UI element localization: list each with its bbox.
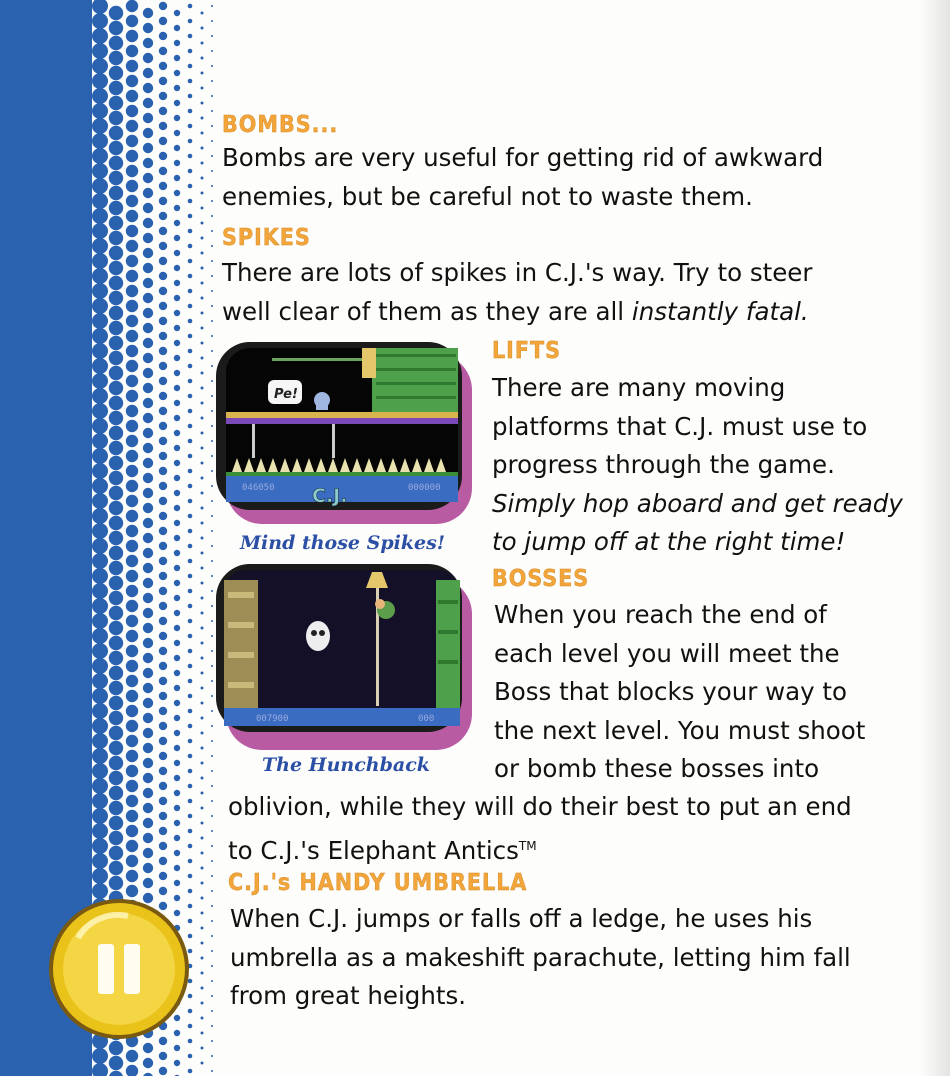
- umbrella-line-1: When C.J. jumps or falls off a ledge, he uses his: [230, 904, 813, 933]
- bombs-line-2: enemies, but be careful not to waste them.: [222, 181, 753, 211]
- trademark-symbol: TM: [518, 838, 537, 853]
- umbrella-text: [230, 900, 851, 1016]
- bosses-line-3: Boss that blocks your way to: [494, 677, 848, 706]
- heading-bosses: BOSSES: [492, 566, 590, 592]
- lifts-line-3: progress through the game.: [492, 450, 835, 479]
- bosses-line-1: When you reach the end of: [494, 600, 827, 629]
- page-fold-shadow: [920, 0, 950, 1076]
- pause-icon: [48, 898, 190, 1040]
- screenshot-spikes: [212, 338, 474, 528]
- bombs-line-1: Bombs are very useful for getting rid of awkward: [222, 143, 824, 172]
- lifts-text: [492, 369, 903, 562]
- bosses-line-2: each level you will meet the: [494, 638, 840, 668]
- bosses-line-4: the next level. You must shoot: [494, 715, 866, 745]
- score-left-2: 007900: [256, 714, 289, 724]
- bosses-line-5: or bomb these bosses into: [494, 754, 820, 783]
- bosses-text-wide: [228, 788, 852, 870]
- spikes-line-2: well clear of them as they are all: [222, 296, 632, 326]
- score-right-2: 000: [418, 714, 435, 724]
- score-right: 000000: [408, 483, 441, 493]
- lifts-line-5: to jump off at the right time!: [492, 527, 846, 556]
- umbrella-line-2: umbrella as a makeshift parachute, letting him fall: [230, 942, 851, 972]
- umbrella-line-3: from great heights.: [230, 981, 467, 1010]
- heading-lifts: LIFTS: [492, 338, 562, 364]
- screenshot-hunchback: [212, 560, 474, 752]
- bosses-line-7: to C.J.'s Elephant Antics: [228, 835, 519, 865]
- bombs-text: [222, 139, 823, 216]
- bosses-text: [494, 596, 865, 789]
- spikes-emphasis: instantly fatal.: [631, 296, 809, 326]
- caption-spikes: Mind those Spikes!: [240, 532, 446, 554]
- spikes-text: [222, 254, 812, 331]
- heading-spikes: SPIKES: [222, 225, 311, 251]
- heading-bombs: BOMBS...: [222, 112, 339, 138]
- cj-logo-text: C.J.: [312, 485, 348, 507]
- bosses-line-6: oblivion, while they will do their best to put an end: [228, 792, 852, 821]
- caption-hunchback: The Hunchback: [262, 754, 430, 776]
- score-left: 046050: [242, 483, 275, 493]
- lifts-line-2: platforms that C.J. must use to: [492, 411, 868, 441]
- lifts-line-1: There are many moving: [492, 373, 786, 402]
- lifts-line-4: Simply hop aboard and get ready: [492, 488, 903, 518]
- speech-bubble-text: Pe!: [274, 387, 298, 402]
- spikes-line-1: There are lots of spikes in C.J.'s way. Try to steer: [222, 258, 813, 287]
- heading-umbrella: C.J.'s HANDY UMBRELLA: [228, 870, 528, 896]
